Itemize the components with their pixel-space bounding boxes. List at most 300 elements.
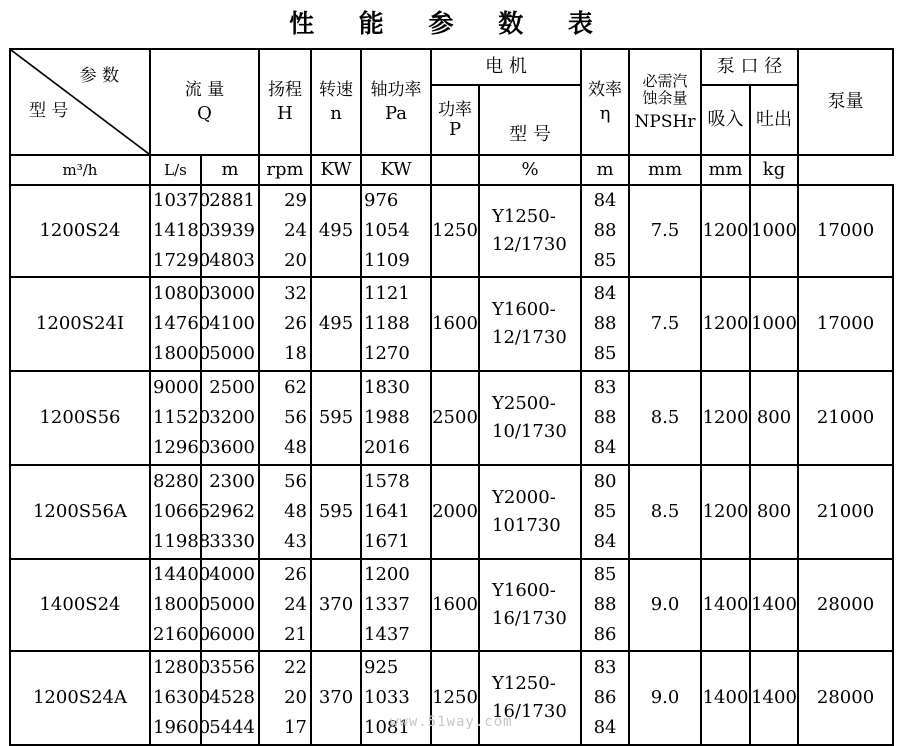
efficiency-symbol: η [599,102,611,124]
head-cell [259,559,311,651]
shaft-power [362,279,430,369]
motor-power-value: 2500 [432,407,478,428]
speed-label: 转速 [319,79,353,100]
flow-ls-value: 3939 [209,220,255,241]
model-cell [10,371,150,465]
shaft-power-value: 1033 [364,687,410,708]
shaft-power-cell [361,277,431,371]
flow-ls-cell [201,651,259,745]
motor-power-value: 1250 [432,687,478,708]
speed-value: 370 [318,594,354,615]
motor-power-cell [431,651,479,745]
weight-cell [798,559,893,651]
shaft-power [362,560,430,650]
head-cell [259,371,311,465]
motor-power-value: 1600 [432,313,478,334]
head [260,186,310,276]
inlet-value: 1200 [702,407,749,428]
weight-cell [798,651,893,745]
speed-value: 495 [318,313,354,334]
table-row [10,277,893,371]
npsh-cell [629,559,701,651]
unit-motor-model [431,155,479,185]
flow-ls-cell [201,371,259,465]
inlet-value: 1200 [702,220,749,241]
shaft-power [362,373,430,463]
flow-ls-value: 3556 [209,657,255,678]
inlet-value: 1400 [702,687,749,708]
npsh-value: 8.5 [650,407,680,428]
motor-model-cell [479,185,581,277]
flow-m3h-value: 21600 [153,624,211,645]
npsh-cell [629,277,701,371]
flow-m3h [151,373,211,463]
efficiency-cell [581,371,629,465]
motor-power-header [431,85,479,155]
head [260,560,310,650]
flow-m3h-cell [150,559,211,651]
head-value: 20 [284,687,307,708]
head [260,467,310,557]
flow-ls-value: 6000 [209,624,255,645]
efficiency [582,653,628,743]
speed-value: 595 [318,407,354,428]
outlet-header: 吐出 [750,85,798,155]
flow-ls-value: 5444 [209,717,255,738]
head-label: 扬程 [268,79,302,100]
flow-ls-cell [201,465,259,559]
inlet-cell [701,371,750,465]
flow-ls-value: 2300 [209,471,255,492]
inlet-value: 1200 [702,501,749,522]
flow-ls-value: 5000 [209,343,255,364]
motor-header: 电 机 [431,49,581,85]
shaft-power [362,186,430,276]
weight-value: 21000 [816,501,875,522]
data-body [10,185,893,745]
weight-header: 泵量 [798,49,893,155]
weight-cell [798,185,893,277]
efficiency-value: 86 [593,624,617,645]
flow-m3h-cell [150,465,211,559]
shaft-power-value: 1081 [364,717,410,738]
model-cell [10,277,150,371]
speed-cell [311,465,361,559]
corner-model-label: 型 号 [29,101,69,121]
shaft-power-value: 2016 [364,437,410,458]
flow-m3h [151,186,211,276]
npsh-value: 9.0 [650,594,680,615]
npsh-label-1: 必需汽 [642,71,688,90]
motor-model [480,208,580,254]
flow-ls [202,186,258,276]
watermark: www.51way.com [390,714,513,730]
shaft-power-header [361,49,431,155]
motor-power-cell [431,371,479,465]
outlet-value: 1400 [751,687,797,708]
outlet-value: 1400 [751,594,797,615]
speed-symbol: n [330,102,342,124]
flow-ls [202,279,258,369]
head-header [259,49,311,155]
head-value: 22 [284,657,307,678]
head-value: 48 [284,501,307,522]
inlet-header: 吸入 [701,85,750,155]
head-value: 56 [284,407,307,428]
weight-cell [798,465,893,559]
npsh-cell [629,651,701,745]
npsh-value: 8.5 [650,501,680,522]
head-value: 26 [284,564,307,585]
shaft-power-value: 1671 [364,531,410,552]
flow-m3h-cell [150,185,211,277]
unit-speed: rpm [259,155,311,185]
head [260,279,310,369]
efficiency-value: 84 [593,190,617,211]
shaft-power-cell [361,371,431,465]
speed-header [311,49,361,155]
efficiency-value: 85 [593,564,617,585]
weight-value: 17000 [816,220,875,241]
corner-header [10,49,150,155]
npsh-cell [629,371,701,465]
speed-value: 495 [318,220,354,241]
flow-m3h [151,467,211,557]
flow-ls-value: 4000 [209,564,255,585]
motor-model-line: 16/1730 [492,608,567,629]
motor-model-cell [479,559,581,651]
head-value: 26 [284,313,307,334]
flow-ls-value: 4528 [209,687,255,708]
motor-power-value: 1250 [432,220,478,241]
unit-flow-m3h: m³/h [10,155,150,185]
flow-m3h-value: 17290 [153,250,211,271]
flow-m3h [151,279,211,369]
efficiency-cell [581,185,629,277]
flow-ls-value: 3000 [209,283,255,304]
flow-m3h-cell [150,651,211,745]
table-row [10,559,893,651]
npsh-value: 7.5 [650,220,680,241]
head-symbol: H [277,102,293,124]
motor-model-cell [479,465,581,559]
flow-ls-value: 3200 [209,407,255,428]
head-value: 56 [284,471,307,492]
head-value: 29 [284,190,307,211]
speed-cell [311,277,361,371]
flow-m3h-value: 14760 [153,313,211,334]
head-value: 62 [284,377,307,398]
efficiency-cell [581,651,629,745]
efficiency-value: 88 [593,594,617,615]
head [260,653,310,743]
table-row [10,465,893,559]
flow-m3h-value: 19600 [153,717,211,738]
motor-model [480,395,580,441]
outlet-value: 800 [756,407,792,428]
motor-power-cell [431,277,479,371]
unit-shaft-power: KW [311,155,361,185]
motor-model-line: 16/1730 [492,701,567,722]
motor-model [480,489,580,535]
motor-model-cell [479,371,581,465]
head-value: 43 [284,531,307,552]
inlet-cell [701,559,750,651]
shaft-power-value: 1109 [364,250,410,271]
flow-ls-value: 4803 [209,250,255,271]
unit-efficiency: % [479,155,581,185]
shaft-power-cell [361,185,431,277]
npsh-value: 9.0 [650,687,680,708]
efficiency-value: 86 [593,687,617,708]
efficiency-value: 85 [593,501,617,522]
motor-power-value: 1600 [432,594,478,615]
inlet-cell [701,277,750,371]
speed-cell [311,559,361,651]
motor-power-cell [431,465,479,559]
efficiency [582,279,628,369]
outlet-cell [750,371,798,465]
motor-model-line: 12/1730 [492,327,567,348]
efficiency-value: 88 [593,220,617,241]
flow-m3h [151,560,211,650]
motor-power-value: 2000 [432,501,478,522]
port-header: 泵 口 径 [701,49,798,85]
npsh-label-2: 蚀余量 [642,88,688,107]
head [260,373,310,463]
shaft-power-value: 1437 [364,624,410,645]
shaft-power-value: 925 [364,657,399,678]
efficiency-cell [581,559,629,651]
head-cell [259,651,311,745]
flow-m3h-value: 12800 [153,657,211,678]
shaft-power-value: 976 [364,190,399,211]
shaft-power [362,467,430,557]
efficiency-cell [581,277,629,371]
units-row [10,155,893,185]
flow-m3h-value: 10665 [153,501,211,522]
shaft-power-value: 1188 [364,313,410,334]
model-name: 1400S24 [39,594,121,615]
model-cell [10,465,150,559]
flow-ls-value: 2962 [209,501,255,522]
motor-model [480,301,580,347]
corner-param-label: 参 数 [79,66,119,86]
speed-cell [311,185,361,277]
inlet-value: 1200 [702,313,749,334]
outlet-cell [750,465,798,559]
motor-model-line: 12/1730 [492,234,567,255]
flow-m3h-value: 11988 [153,531,211,552]
flow-m3h-value: 14180 [153,220,211,241]
flow-ls-value: 3330 [209,531,255,552]
outlet-cell [750,277,798,371]
flow-ls-cell [201,277,259,371]
efficiency-header [581,49,629,155]
shaft-power-value: 1270 [364,343,410,364]
efficiency-value: 88 [593,407,617,428]
shaft-power-value: 1337 [364,594,410,615]
motor-model-cell [479,277,581,371]
efficiency-value: 88 [593,313,617,334]
motor-model-line: Y1600- [492,299,556,320]
unit-flow-ls: L/s [150,155,201,185]
flow-ls [202,560,258,650]
flow-m3h-cell [150,277,211,371]
flow-ls-value: 2881 [209,190,255,211]
shaft-power-value: 1200 [364,564,410,585]
flow-m3h-value: 10800 [153,283,211,304]
motor-model-line: Y1250- [492,673,556,694]
head-cell [259,277,311,371]
flow-ls-cell [201,185,259,277]
outlet-value: 1000 [751,220,797,241]
npsh-cell [629,185,701,277]
shaft-power-value: 1988 [364,407,410,428]
shaft-power-value: 1641 [364,501,410,522]
motor-power-symbol: P [448,118,462,140]
shaft-power-cell [361,559,431,651]
npsh-value: 7.5 [650,313,680,334]
flow-ls-value: 4100 [209,313,255,334]
shaft-power-symbol: Pa [384,102,408,124]
speed-value: 370 [318,687,354,708]
model-cell [10,559,150,651]
efficiency-value: 85 [593,250,617,271]
performance-table [9,48,894,746]
flow-ls [202,653,258,743]
shaft-power-cell [361,465,431,559]
flow-m3h-value: 12960 [153,437,211,458]
model-cell [10,651,150,745]
motor-model-line: Y2000- [492,487,556,508]
efficiency-value: 84 [593,531,617,552]
motor-model-line: Y2500- [492,393,556,414]
efficiency-value: 85 [593,343,617,364]
table-row [10,371,893,465]
efficiency-value: 84 [593,283,617,304]
efficiency-value: 80 [593,471,617,492]
inlet-cell [701,651,750,745]
motor-model-cell [479,651,581,745]
page-title: 性 能 参 数 表 [289,9,611,38]
model-name: 1200S24A [32,687,128,708]
motor-model-line: 10/1730 [492,421,567,442]
unit-head: m [201,155,259,185]
head-value: 24 [284,594,307,615]
head-cell [259,185,311,277]
head-value: 48 [284,437,307,458]
weight-value: 17000 [816,313,875,334]
flow-label: 流 量 [184,79,225,100]
npsh-header [629,49,701,155]
efficiency [582,467,628,557]
flow-ls-value: 2500 [209,377,255,398]
head-value: 20 [284,250,307,271]
flow-m3h-value: 18000 [153,343,211,364]
inlet-cell [701,465,750,559]
head-value: 18 [284,343,307,364]
head-value: 21 [284,624,307,645]
efficiency [582,186,628,276]
efficiency-label: 效率 [588,79,623,100]
weight-cell [798,371,893,465]
flow-ls-value: 3600 [209,437,255,458]
efficiency-value: 84 [593,437,617,458]
shaft-power-value: 1054 [364,220,410,241]
speed-cell [311,651,361,745]
unit-motor-power: KW [361,155,431,185]
weight-value: 28000 [816,594,875,615]
shaft-power-label: 轴功率 [370,79,422,100]
outlet-cell [750,559,798,651]
head-value: 17 [284,717,307,738]
motor-power-label: 功率 [438,99,472,120]
outlet-value: 800 [756,501,792,522]
table-row [10,185,893,277]
flow-header [150,49,259,155]
flow-ls [202,467,258,557]
motor-model [480,582,580,628]
outlet-value: 1000 [751,313,797,334]
head-value: 32 [284,283,307,304]
flow-m3h-value: 11520 [153,407,211,428]
flow-ls-cell [201,559,259,651]
unit-npsh: m [581,155,629,185]
shaft-power-cell [361,651,431,745]
motor-power-cell [431,185,479,277]
model-name: 1200S24 [39,220,121,241]
motor-model-line: Y1250- [492,206,556,227]
flow-ls [202,373,258,463]
shaft-power-value: 1121 [364,283,410,304]
flow-m3h-value: 10370 [153,190,211,211]
head-cell [259,465,311,559]
motor-power-cell [431,559,479,651]
header-row-1 [10,49,893,85]
flow-m3h [151,653,211,743]
weight-cell [798,277,893,371]
inlet-value: 1400 [702,594,749,615]
shaft-power-value: 1578 [364,471,410,492]
motor-model-header: 型 号 [479,85,581,155]
weight-value: 21000 [816,407,875,428]
head-value: 24 [284,220,307,241]
flow-m3h-value: 8280 [153,471,199,492]
weight-value: 28000 [816,687,875,708]
table-row [10,651,893,745]
efficiency-cell [581,465,629,559]
model-name: 1200S56A [32,501,128,522]
npsh-cell [629,465,701,559]
model-cell [10,185,150,277]
efficiency-value: 83 [593,377,617,398]
unit-outlet: mm [701,155,750,185]
model-name: 1200S56 [39,407,121,428]
flow-m3h-value: 14400 [153,564,211,585]
motor-model-line: Y1600- [492,580,556,601]
outlet-cell [750,651,798,745]
outlet-cell [750,185,798,277]
flow-m3h-value: 16300 [153,687,211,708]
npsh-symbol: NPSHr [634,111,696,132]
inlet-cell [701,185,750,277]
flow-symbol: Q [197,102,212,124]
efficiency [582,560,628,650]
unit-inlet: mm [629,155,701,185]
model-name: 1200S24I [35,313,125,334]
efficiency-value: 84 [593,717,617,738]
